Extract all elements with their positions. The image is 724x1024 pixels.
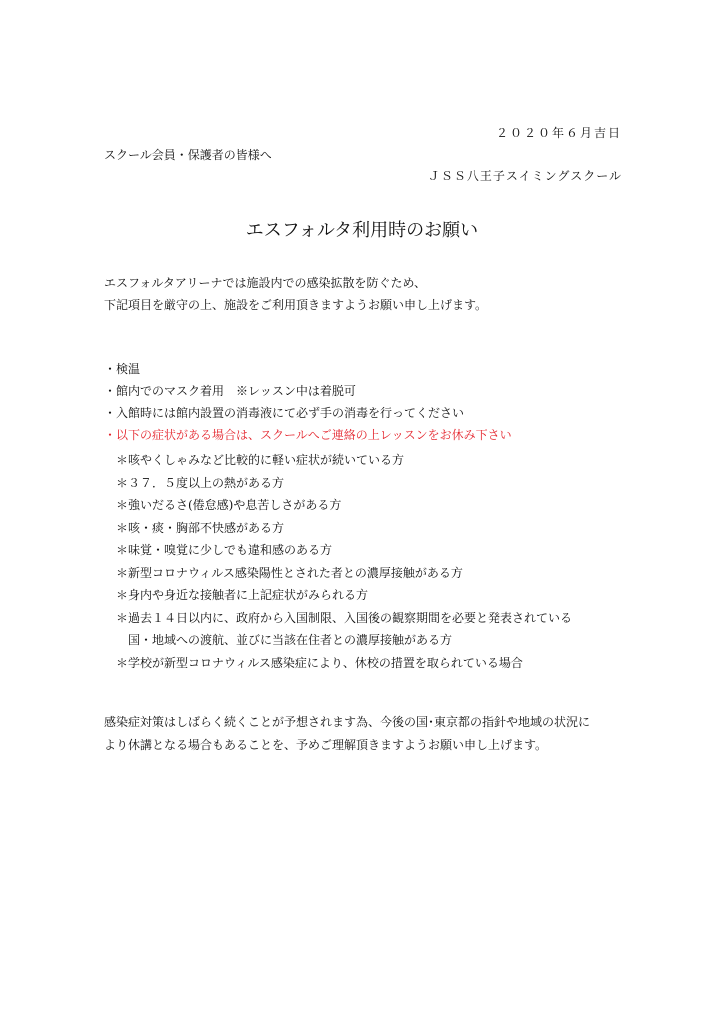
- symptom-item: ＊３７．５度以上の熱がある方: [116, 475, 285, 490]
- symptom-item: ＊強いだるさ(倦怠感)や息苦しさがある方: [116, 498, 342, 512]
- rule-item-temperature-check: ・検温: [104, 362, 141, 376]
- symptom-item: ＊過去１４日以内に、政府から入国制限、入国後の観察期間を必要と発表されている: [116, 610, 573, 625]
- rule-item-mask: ・館内でのマスク着用 ※レッスン中は着脱可: [104, 384, 356, 398]
- sender-name: ＪＳＳ八王子スイミングスクール: [427, 169, 622, 183]
- symptom-item: ＊身内や身近な接触者に上記症状がみられる方: [116, 588, 369, 602]
- symptom-item: ＊学校が新型コロナウィルス感染症により、休校の措置を取られている場合: [116, 655, 523, 670]
- document-date: ２０２０年６月吉日: [495, 126, 622, 140]
- rule-item-hand-disinfection: ・入館時には館内設置の消毒液にて必ず手の消毒を行ってください: [104, 406, 465, 420]
- symptom-item: ＊咳・痰・胸部不快感がある方: [116, 520, 285, 535]
- symptoms-list: [116, 452, 572, 677]
- document-title: エスフォルタ利用時のお願い: [245, 220, 479, 241]
- intro-line-1: エスフォルタアリーナでは施設内での感染拡散を防ぐため、: [104, 276, 426, 290]
- symptom-item: ＊新型コロナウィルス感染陽性とされた者との濃厚接触がある方: [116, 565, 463, 580]
- closing-line-2: より休講となる場合もあることを、予めご理解頂きますようお願い申し上げます。: [104, 738, 548, 752]
- addressee: スクール会員・保護者の皆様へ: [104, 148, 272, 162]
- rule-item-symptoms-notice: ・以下の症状がある場合は、スクールへご連絡の上レッスンをお休み下さい: [104, 428, 512, 442]
- symptom-item-continuation: 国・地域への渡航、並びに当該在住者との濃厚接触がある方: [128, 633, 453, 647]
- closing-line-1: 感染症対策はしばらく続くことが予想されます為、今後の国･東京都の指針や地域の状況に: [104, 715, 591, 729]
- rules-list: [104, 361, 512, 449]
- symptom-item: ＊咳やくしゃみなど比較的に軽い症状が続いている方: [116, 453, 405, 467]
- intro-line-2: 下記項目を厳守の上、施設をご利用頂きますようお願い申し上げます。: [104, 298, 488, 312]
- symptom-item: ＊味覚・嗅覚に少しでも違和感のある方: [116, 543, 333, 557]
